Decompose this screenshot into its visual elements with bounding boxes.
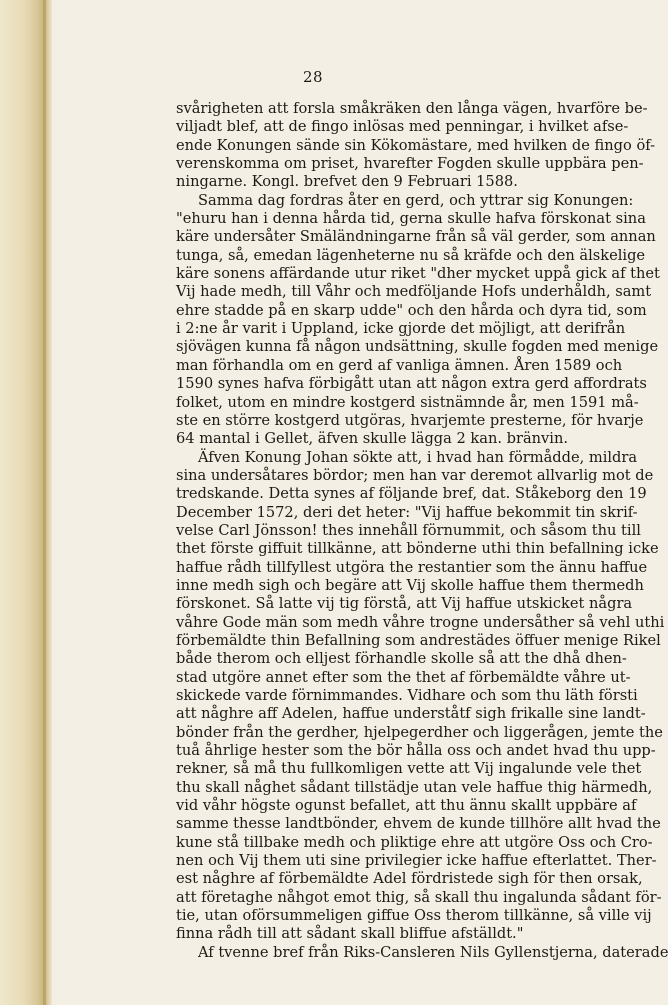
- text-line: 64 mantal i Gellet, äfven skulle lägga 2 kan. bränvin.: [176, 430, 569, 448]
- text-line: samme thesse landtbönder, ehvem de kunde tillhöre allt hvad the: [176, 815, 661, 833]
- text-line: ehre stadde på en skarp udde" och den hårda och dyra tid, som: [176, 301, 647, 319]
- text-line: tunga, så, emedan lägenheterne nu så kräfde och den älskelige: [176, 246, 646, 264]
- text-line: December 1572, deri det heter: "Vij haffue bekommit tin skrif-: [176, 503, 638, 521]
- page-number: 28: [302, 68, 324, 86]
- text-line: ende Konungen sände sin Kökomästare, med hvilken de fingo öf-: [176, 136, 656, 154]
- text-line: thet förste giffuit tillkänne, att bönderne uthi thin befallning icke: [176, 540, 659, 558]
- text-line: svårigheten att forsla småkräken den långa vägen, hvarföre be-: [176, 100, 648, 117]
- text-line: inne medh sigh och begäre att Vij skolle haffue them thermedh: [176, 576, 644, 594]
- text-line: att företaghe nåhgot emot thig, så skall thu ingalunda sådant för-: [176, 888, 662, 906]
- text-line: man förhandla om en gerd af vanliga ämnen. Åren 1589 och: [176, 356, 623, 374]
- text-line: i 2:ne år varit i Uppland, icke gjorde det möjligt, att derifrån: [176, 320, 626, 338]
- book-binding-edge: [0, 0, 52, 1005]
- text-line: att någhre aff Adelen, haffue underståtf sigh frikalle sine landt-: [176, 705, 646, 723]
- binding-crease: [43, 0, 46, 1005]
- text-line: rekner, så må thu fullkomligen vette att Vij ingalunde vele thet: [176, 760, 642, 778]
- text-line: velse Carl Jönsson! thes innehåll förnummit, och såsom thu till: [176, 521, 641, 539]
- text-line: käre sonens affärdande utur riket "dher mycket uppå gick af thet: [176, 265, 660, 283]
- text-line: tuå åhrlige hester som the bör hålla oss och andet hvad thu upp-: [176, 742, 656, 760]
- text-line: sjövägen kunna få någon undsättning, skulle fogden med menige: [176, 338, 659, 356]
- text-line: sina undersåtares bördor; men han var deremot allvarlig mot de: [176, 466, 654, 484]
- text-line: tredskande. Detta synes af följande bref, dat. Ståkeborg den 19: [176, 485, 647, 503]
- text-line: verenskomma om priset, hvarefter Fogden skulle uppbära pen-: [176, 155, 644, 173]
- body-text: [176, 100, 668, 962]
- text-line: Vij hade medh, till Våhr och medföljande Hofs underhåldh, samt: [176, 283, 652, 301]
- text-line: både therom och elljest förhandle skolle så att the dhå dhen-: [176, 650, 627, 668]
- text-line: haffue rådh tillfyllest utgöra the restantier som the ännu haffue: [176, 558, 648, 576]
- text-line: tie, utan oförsummeligen giffue Oss therom tillkänne, så ville vij: [176, 907, 652, 925]
- text-line: viljadt blef, att de fingo inlösas med penningar, i hvilket afse-: [176, 118, 629, 136]
- text-line: "ehuru han i denna hårda tid, gerna skulle hafva förskonat sina: [176, 210, 646, 228]
- text-line: skickede varde förnimmandes. Vidhare och som thu läth försti: [176, 687, 638, 704]
- text-line: stad utgöre annet efter som the thet af förbemäldte våhre ut-: [176, 668, 631, 686]
- text-line: folket, utom en mindre kostgerd sistnämnde år, men 1591 må-: [176, 393, 639, 411]
- text-line: våhre Gode män som medh våhre trogne undersåther så vehl uthi: [176, 613, 665, 631]
- text-line: Af tvenne bref från Riks-Cansleren Nils Gyllenstjerna, daterade: [198, 943, 668, 961]
- text-line: käre undersåter Smäländningarne från så väl gerder, som annan: [176, 228, 656, 246]
- text-line: finna rådh till att sådant skall bliffue afställdt.": [176, 925, 524, 943]
- text-line: Äfven Konung Johan sökte att, i hvad han förmådde, mildra: [198, 448, 638, 466]
- text-line: 1590 synes hafva förbigått utan att någon extra gerd affordrats: [176, 375, 647, 393]
- text-line: förbemäldte thin Befallning som andrestädes öffuer menige Rikel: [176, 631, 661, 649]
- text-line: bönder från the gerdher, hjelpegerdher och liggerågen, jemte the: [176, 723, 663, 741]
- text-line: thu skall någhet sådant tillstädje utan vele haffue thig härmedh,: [176, 778, 653, 796]
- text-line: ningarne. Kongl. brefvet den 9 Februari 1588.: [176, 173, 518, 191]
- text-line: kune stå tillbake medh och pliktige ehre att utgöre Oss och Cro-: [176, 833, 653, 851]
- text-line: vid våhr högste ogunst befallet, att thu ännu skallt uppbäre af: [176, 797, 637, 815]
- text-line: nen och Vij them uti sine privilegier icke haffue efterlattet. Ther-: [176, 852, 657, 870]
- text-line: est någhre af förbemäldte Adel fördristede sigh för then orsak,: [176, 870, 643, 888]
- text-line: förskonet. Så latte vij tig förstå, att Vij haffue utskicket några: [176, 595, 633, 613]
- text-line: ste en större kostgerd utgöras, hvarjemte presterne, för hvarje: [176, 411, 644, 429]
- text-line: Samma dag fordras åter en gerd, och yttrar sig Konungen:: [198, 191, 634, 209]
